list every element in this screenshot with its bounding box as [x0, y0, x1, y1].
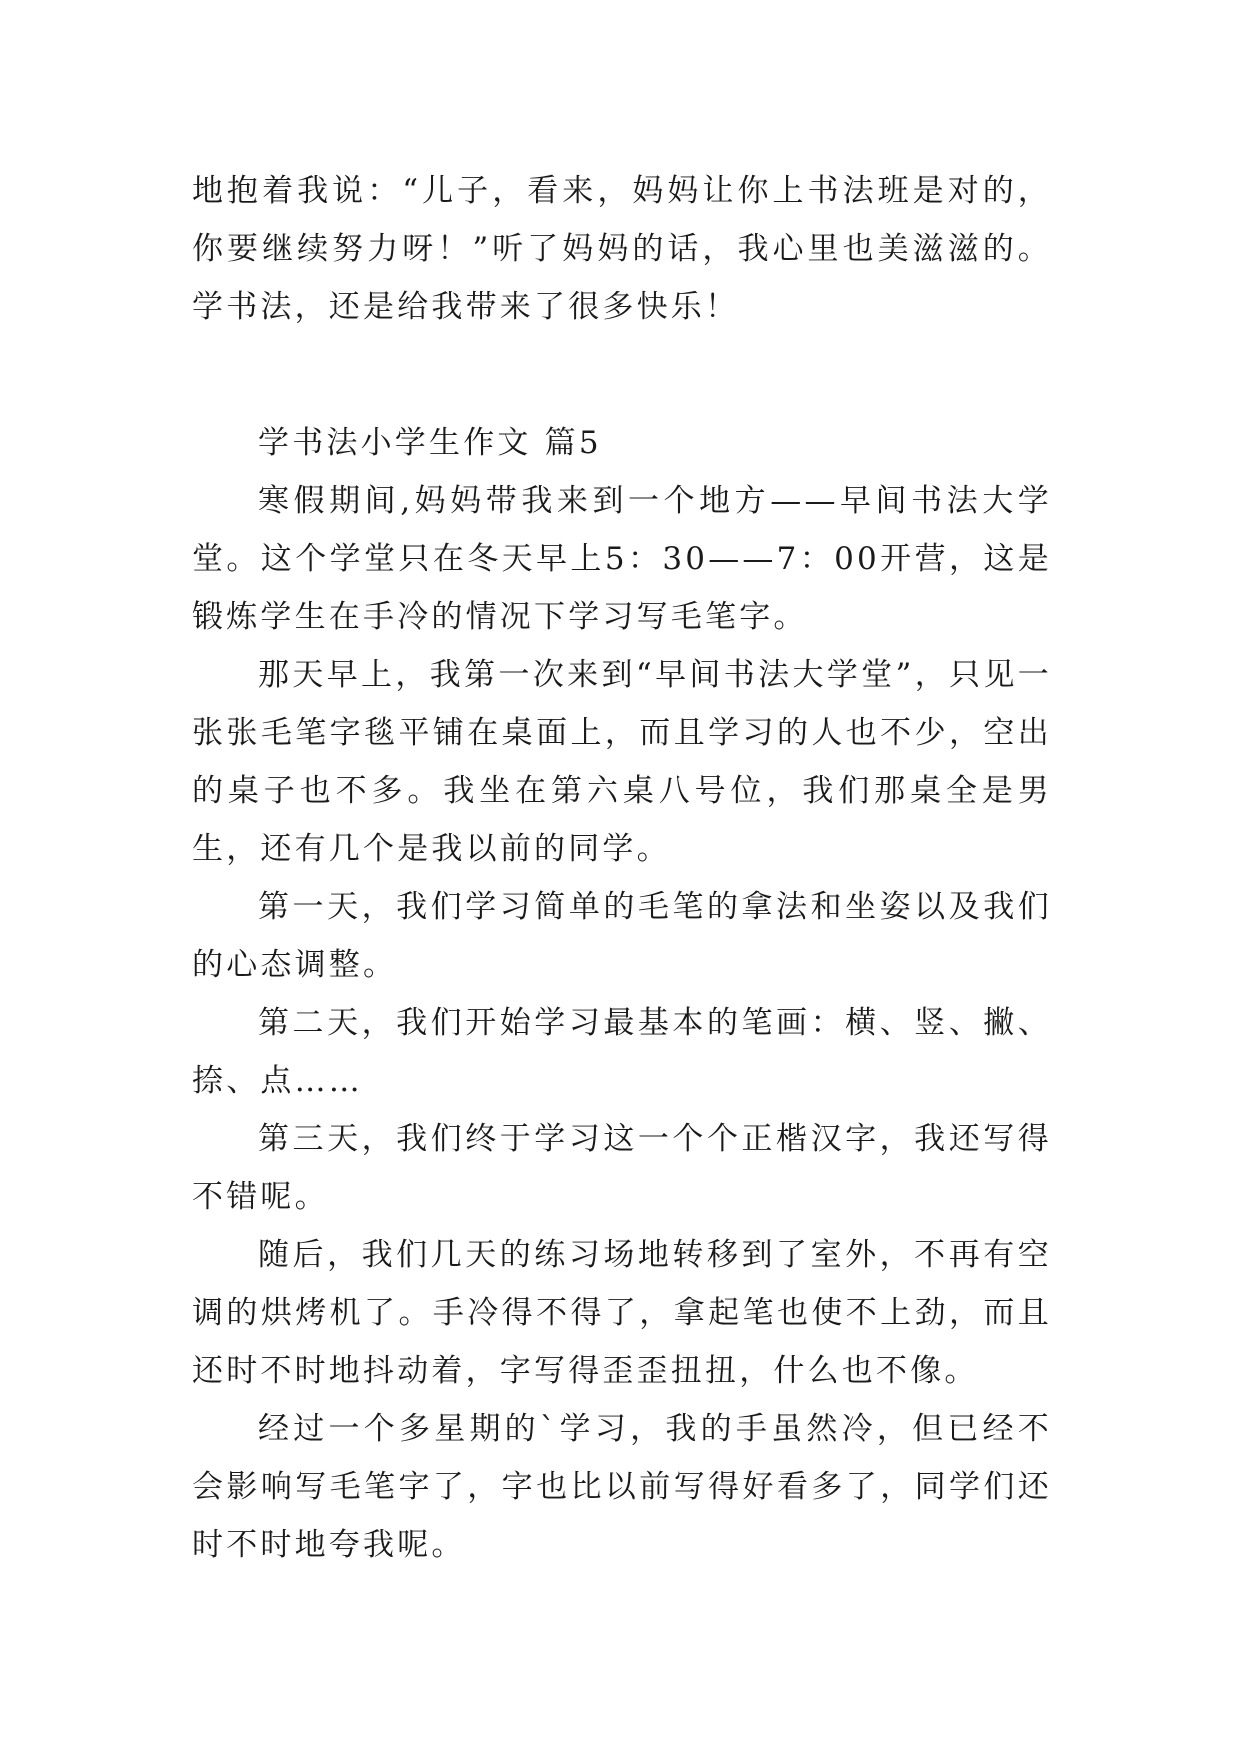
paragraph: 经过一个多星期的`学习，我的手虽然冷，但已经不会影响写毛笔字了，字也比以前写得好看多了，同学们还时不时地夸我呢。	[192, 1411, 1052, 1563]
section-spacer	[192, 336, 1052, 414]
paragraph: 那天早上，我第一次来到“早间书法大学堂”，只见一张张毛笔字毯平铺在桌面上，而且学习的人也不少，空出的桌子也不多。我坐在第六桌八号位，我们那桌全是男生，还有几个是我以前的同学。	[192, 657, 1052, 867]
section-heading: 学书法小学生作文 篇5	[258, 425, 602, 461]
lead-paragraph: 地抱着我说：“儿子，看来，妈妈让你上书法班是对的，你要继续努力呀！”听了妈妈的话，我心里也美滋滋的。学书法，还是给我带来了很多快乐！	[192, 173, 1052, 325]
paragraph: 寒假期间,妈妈带我来到一个地方——早间书法大学堂。这个学堂只在冬天早上5：30——7：00开营，这是锻炼学生在手冷的情况下学习写毛笔字。	[192, 483, 1052, 635]
paragraph: 第一天，我们学习简单的毛笔的拿法和坐姿以及我们的心态调整。	[192, 889, 1052, 983]
document-body	[192, 162, 1052, 1574]
paragraph: 第三天，我们终于学习这一个个正楷汉字，我还写得不错呢。	[192, 1121, 1052, 1215]
paragraph: 第二天，我们开始学习最基本的笔画：横、竖、撇、捺、点……	[192, 1005, 1052, 1099]
paragraph: 随后，我们几天的练习场地转移到了室外，不再有空调的烘烤机了。手冷得不得了，拿起笔也使不上劲，而且还时不时地抖动着，字写得歪歪扭扭，什么也不像。	[192, 1237, 1052, 1389]
